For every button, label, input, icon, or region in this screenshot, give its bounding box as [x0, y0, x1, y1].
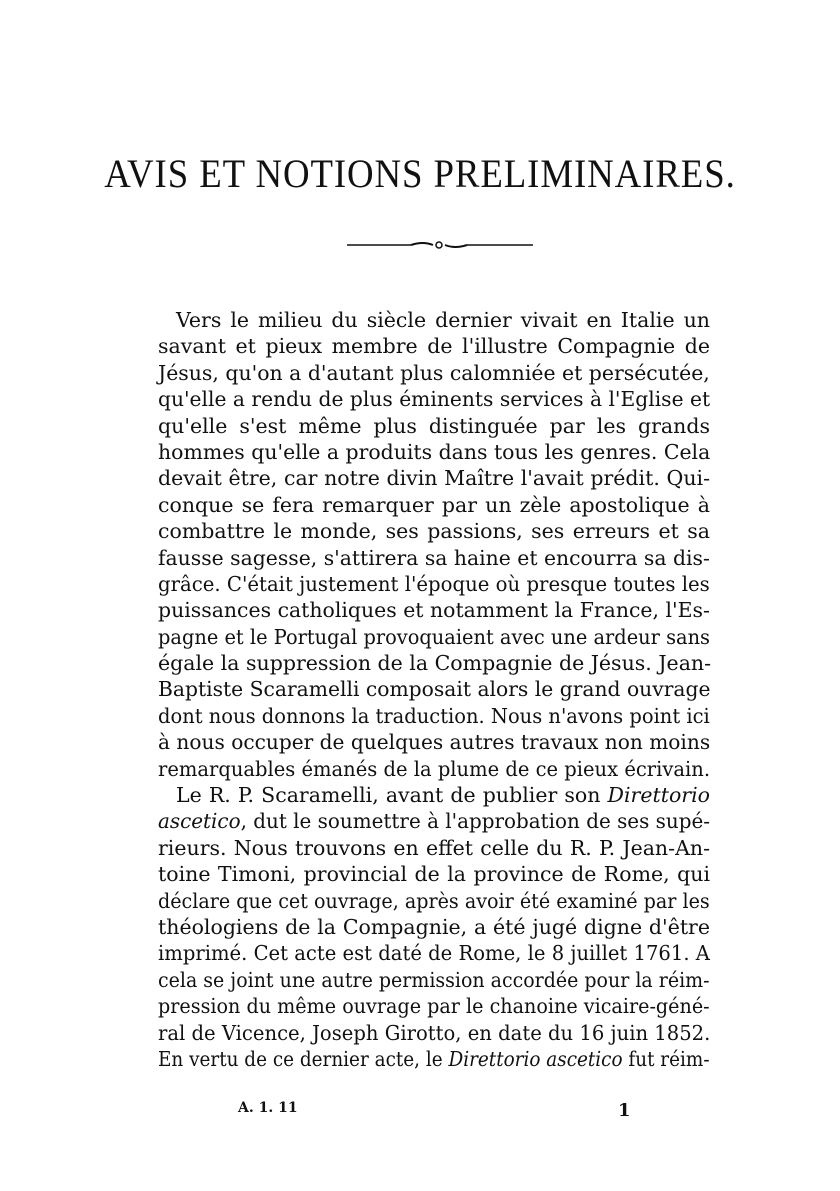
- book-title-italic: Direttorio ascetico: [448, 1046, 623, 1071]
- text-line: grâce. C'était justement l'époque où presque toutes les: [158, 571, 710, 596]
- text-line: conque se fera remarquer par un zèle apostolique à: [158, 492, 710, 517]
- body-text: [158, 307, 710, 1072]
- text-line: Vers le milieu du siècle dernier vivait en Italie un: [176, 308, 710, 332]
- text-line: [158, 808, 710, 834]
- page-number: 1: [618, 1100, 631, 1121]
- text-segment: Le R. P. Scaramelli, avant de publier son: [176, 783, 608, 808]
- text-line: [158, 782, 710, 808]
- text-line: hommes qu'elle a produits dans tous les genres. Cela: [158, 439, 711, 464]
- book-title-italic: ascetico: [158, 809, 241, 834]
- text-line: imprimé. Cet acte est daté de Rome, le 8 juillet 1761. A: [158, 941, 710, 966]
- text-line: toine Timoni, provincial de la province de Rome, qui: [158, 862, 710, 887]
- text-line: qu'elle a rendu de plus éminents services à l'Eglise et: [158, 387, 711, 412]
- text-line: Baptiste Scaramelli composait alors le grand ouvrage: [158, 677, 711, 702]
- text-line: dont nous donnons la traduction. Nous n'avons point ici: [158, 703, 710, 728]
- text-line: fausse sagesse, s'attirera sa haine et encourra sa dis-: [158, 545, 710, 570]
- printer-signature: A. 1. 11: [238, 1100, 298, 1116]
- text-line: cela se joint une autre permission accordée pour la réim-: [158, 967, 710, 992]
- text-line: [158, 1046, 710, 1072]
- text-line: pression du même ouvrage par le chanoine vicaire-géné-: [158, 994, 710, 1019]
- text-line: rieurs. Nous trouvons en effet celle du R. P. Jean-An-: [158, 835, 710, 860]
- text-line: à nous occuper de quelques autres travaux non moins: [158, 730, 711, 755]
- text-line: pagne et le Portugal provoquaient avec une ardeur sans: [158, 624, 710, 649]
- text-line: ral de Vicence, Joseph Girotto, en date du 16 juin 1852.: [158, 1020, 711, 1045]
- text-segment: , dut le soumettre à l'approbation de ses supé-: [240, 809, 710, 834]
- text-line: égale la suppression de la Compagnie de Jésus. Jean-: [158, 651, 712, 676]
- text-line: remarquables émanés de la plume de ce pieux écrivain.: [158, 756, 711, 781]
- book-title-italic: Direttorio: [607, 783, 710, 808]
- text-line: devait être, car notre divin Maître l'avait prédit. Qui-: [158, 466, 710, 491]
- page-title: AVIS ET NOTIONS PRELIMINAIRES.: [104, 151, 736, 196]
- text-segment: En vertu de ce dernier acte, le: [158, 1046, 449, 1071]
- text-line: déclare que cet ouvrage, après avoir été examiné par les: [158, 888, 710, 913]
- text-line: savant et pieux membre de l'illustre Compagnie de: [158, 334, 710, 359]
- text-line: théologiens de la Compagnie, a été jugé digne d'être: [158, 914, 710, 939]
- ornament-divider-icon: [345, 233, 535, 257]
- text-line: Jésus, qu'on a d'autant plus calomniée et persécutée,: [158, 360, 710, 385]
- text-line: puissances catholiques et notamment la France, l'Es-: [158, 598, 710, 623]
- text-line: combattre le monde, ses passions, ses erreurs et sa: [158, 519, 710, 544]
- text-line: qu'elle s'est même plus distinguée par les grands: [158, 413, 710, 438]
- text-segment: fut réim-: [622, 1046, 710, 1071]
